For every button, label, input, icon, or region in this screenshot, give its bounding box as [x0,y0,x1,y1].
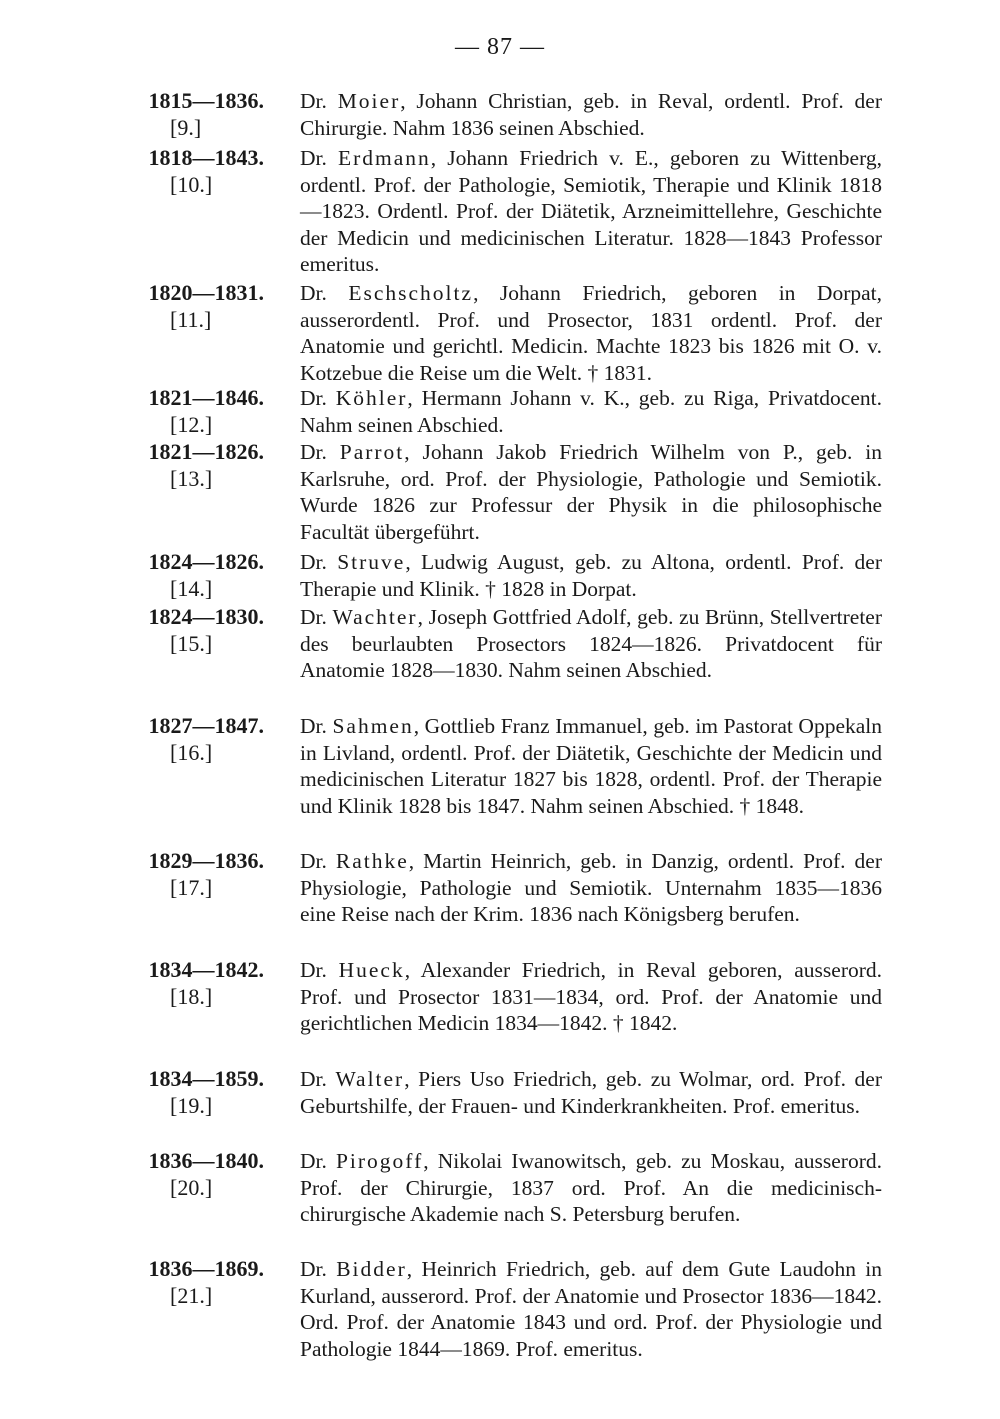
entry-text [300,848,882,928]
entry-dr: Dr. [300,146,327,170]
entry-number: [12.] [170,411,213,437]
entry-number: [17.] [170,874,213,900]
entry-description: , Martin Heinrich, geb. in Danzig, ordentl. Prof. der Physiologie, Pathologie und Semiotik. Unternahm 1835—1836 eine Reise nach der Krim. 1836 nach Königsberg berufen. [300,849,882,927]
entry-name: Moier [337,89,401,113]
entry-years: 1834—1859. [148,1066,264,1091]
entry-name: Parrot [339,440,405,464]
entry-number: [9.] [170,114,202,140]
entry-dr: Dr. [300,605,327,629]
entry-years: 1815—1836. [148,88,264,113]
entry-years: 1836—1840. [148,1148,264,1173]
entry-description: , Heinrich Friedrich, geb. auf dem Gute Laudohn in Kurland, ausserord. Prof. der Anatomie und Prosector 1836—1842. Ord. Prof. der Anatomie 1843 und ord. Prof. der Physiologie und Pathologie 1844—1869. Prof. emeritus. [300,1257,883,1361]
entry-text [300,439,882,545]
entry-description: , Alexander Friedrich, in Reval geboren, ausserord. Prof. und Prosector 1831—1834, ord. Prof. der Anatomie und gerichtlichen Medicin 1834—1842. † 1842. [300,958,883,1036]
entry-dr: Dr. [300,281,327,305]
entry-description: , Ludwig August, geb. zu Altona, ordentl. Prof. der Therapie und Klinik. † 1828 in Dorpat. [300,550,883,601]
entry-number: [11.] [170,306,212,332]
entry-dr: Dr. [300,849,327,873]
entry-dr: Dr. [300,1257,327,1281]
entry-years: 1818—1843. [148,145,264,170]
entry-description: , Piers Uso Friedrich, geb. zu Wolmar, ord. Prof. der Geburtshilfe, der Frauen- und Kinderkrankheiten. Prof. emeritus. [300,1067,882,1118]
entry-name: Erdmann [337,146,431,170]
entry-number: [19.] [170,1092,213,1118]
entry-name: Wachter [332,605,418,629]
entry-dr: Dr. [300,1149,327,1173]
entry-years: 1834—1842. [148,957,264,982]
entry-description: , Gottlieb Franz Immanuel, geb. im Pastorat Oppekaln in Livland, ordentl. Prof. der Diätetik, Geschichte der Medicin und medicinischen Literatur 1827 bis 1828, ordentl. Prof. der Therapie und Klinik 1828 bis 1847. Nahm seinen Abschied. † 1848. [300,714,883,818]
entry-text [300,88,882,141]
entry-name: Bidder [336,1257,407,1281]
entry-name: Struve [337,550,406,574]
entry-number: [13.] [170,465,213,491]
entry-number: [15.] [170,630,213,656]
entry-dr: Dr. [300,714,327,738]
entry-text [300,280,882,386]
entry-name: Walter [335,1067,405,1091]
entry-number: [20.] [170,1174,213,1200]
entry-years: 1829—1836. [148,848,264,873]
entry-dr: Dr. [300,1067,327,1091]
entry-text [300,1256,882,1362]
entry-years: 1821—1846. [148,385,264,410]
entry-dr: Dr. [300,440,327,464]
entry-description: , Johann Christian, geb. in Reval, ordentl. Prof. der Chirurgie. Nahm 1836 seinen Abschied. [300,89,882,140]
entry-name: Rathke [335,849,409,873]
entry-years: 1824—1826. [148,549,264,574]
entry-text [300,1148,882,1228]
entry-name: Hueck [338,958,405,982]
entry-years: 1824—1830. [148,604,264,629]
entry-number: [14.] [170,575,213,601]
entry-description: , Joseph Gottfried Adolf, geb. zu Brünn, Stellvertreter des beurlaubten Prosectors 1824—1826. Privatdocent für Anatomie 1828—1830. Nahm seinen Abschied. [300,605,883,683]
entry-text [300,145,882,278]
entry-text [300,549,882,602]
entry-number: [21.] [170,1282,213,1308]
entry-years: 1836—1869. [148,1256,264,1281]
entry-description: , Nikolai Iwanowitsch, geb. zu Moskau, ausserord. Prof. der Chirurgie, 1837 ord. Prof. An die medicinisch-chirurgische Akademie nach S. Petersburg berufen. [300,1149,882,1227]
entry-text [300,957,882,1037]
entry-name: Sahmen [332,714,414,738]
entry-description: , Johann Friedrich v. E., geboren zu Wittenberg, ordentl. Prof. der Pathologie, Semiotik, Therapie und Klinik 1818—1823. Ordentl. Prof. der Diätetik, Arzneimittellehre, Geschichte der Medicin und medicinischen Literatur. 1828—1843 Professor emeritus. [300,146,882,277]
entry-description: , Johann Friedrich, geboren in Dorpat, ausserordentl. Prof. und Prosector, 1831 ordentl. Prof. der Anatomie und gerichtl. Medicin. Machte 1823 bis 1826 mit O. v. Kotzebue die Reise um die Welt. † 1831. [300,281,882,385]
entry-name: Pirogoff [335,1149,424,1173]
entry-name: Eschscholtz [348,281,474,305]
entry-dr: Dr. [300,386,327,410]
entry-number: [16.] [170,739,213,765]
entry-years: 1821—1826. [148,439,264,464]
page-number: — 87 — [455,34,545,60]
entry-number: [10.] [170,171,213,197]
entry-number: [18.] [170,983,213,1009]
entry-text [300,385,882,438]
entry-dr: Dr. [300,958,327,982]
entry-years: 1827—1847. [148,713,264,738]
entry-description: , Johann Jakob Friedrich Wilhelm von P., geb. in Karlsruhe, ord. Prof. der Physiologie, Pathologie und Semiotik. Wurde 1826 zur Professur der Physik in die philosophische Facultät übergeführt. [300,440,883,544]
entry-text [300,1066,882,1119]
entry-name: Köhler [335,386,408,410]
entry-years: 1820—1831. [148,280,264,305]
entry-text [300,713,882,819]
entry-text [300,604,882,684]
entry-description: , Hermann Johann v. K., geb. zu Riga, Privatdocent. Nahm seinen Abschied. [300,386,882,437]
entry-dr: Dr. [300,89,327,113]
entry-dr: Dr. [300,550,327,574]
